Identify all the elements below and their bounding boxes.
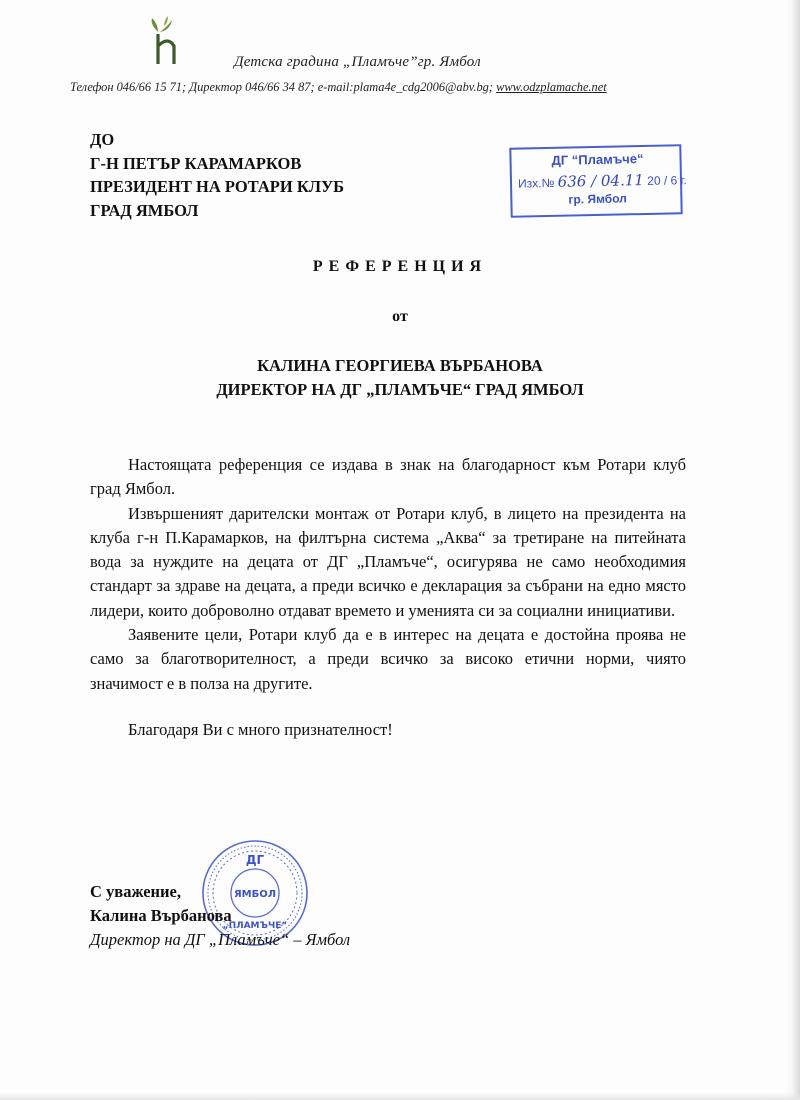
signer-position: Директор на ДГ „Пламъче“ – Ямбол [90, 930, 351, 949]
scan-edge-bottom [0, 1092, 800, 1100]
document-title: РЕФЕРЕНЦИЯ [312, 258, 488, 275]
seal-center-text: ЯМБОЛ [233, 889, 277, 900]
seal-ring-text: „ПЛАМЪЧЕ“ [222, 921, 288, 931]
website-link[interactable]: www.odzplamache.net [496, 80, 607, 94]
addressee-line: ГРАД ЯМБОЛ [90, 200, 199, 220]
registration-stamp [509, 144, 687, 218]
contact-details: Телефон 046/66 15 71; Директор 046/66 34 87; e-mail:plama4e_cdg2006@abv.bg; [70, 80, 497, 94]
seal-top-text: ДГ [245, 853, 265, 867]
addressee-line: ПРЕЗИДЕНТ НА РОТАРИ КЛУБ [90, 177, 345, 196]
signer-name: Калина Върбанова [90, 906, 232, 925]
from-word: от [392, 308, 408, 325]
sprout-logo-icon [146, 16, 186, 66]
addressee-block [90, 128, 344, 222]
closing-regards: С уважение, [90, 882, 181, 901]
stamp-handwritten-number: 636 / 04.11 [557, 170, 645, 191]
letter-body [90, 453, 686, 742]
body-paragraph: Настоящата референция се издава в знак на благодарност към Ротари клуб град Ямбол. [90, 455, 686, 499]
stamp-year: 20 / 6 г. [647, 173, 687, 188]
contact-line [70, 80, 607, 95]
stamp-number-label: Изх.№ [517, 175, 555, 191]
addressee-line: ДО [90, 130, 115, 149]
body-paragraph: Извършеният дарителски монтаж от Ротари клуб, в лицето на президента на клуба г-н П.Карамарков, на филтърна система „Аква“ за третиране на питейната вода за нуждите на децата от ДГ „Пламъче“, осигурява не само необходимия стандарт за здраве на децата, а преди всичко е декларация за събрани на едно място лидери, които доброволно отдават времето и уменията си за социални инициативи. [90, 503, 686, 620]
stamp-org: ДГ “Пламъче“ [551, 151, 644, 168]
stamp-city: гр. Ямбол [568, 191, 627, 207]
body-paragraph: Благодаря Ви с много признателност! [128, 719, 393, 739]
addressee-line: Г-Н ПЕТЪР КАРАМАРКОВ [90, 153, 302, 173]
kindergarten-name: Детска градина „Пламъче”гр. Ямбол [234, 54, 481, 70]
body-paragraph: Заявените цели, Ротари клуб да е в интерес на децата е достойна проява не само за благотворителност, а преди всичко за високо етични норми, чиято значимост е в полза на другите. [90, 625, 686, 693]
sender-line: ДИРЕКТОР НА ДГ „ПЛАМЪЧЕ“ ГРАД ЯМБОЛ [216, 379, 584, 399]
scan-edge-right [786, 0, 800, 1100]
stamp-number-line [518, 170, 687, 192]
sender-block [0, 354, 800, 401]
sender-line: КАЛИНА ГЕОРГИЕВА ВЪРБАНОВА [257, 356, 543, 375]
closing-block [90, 880, 350, 952]
